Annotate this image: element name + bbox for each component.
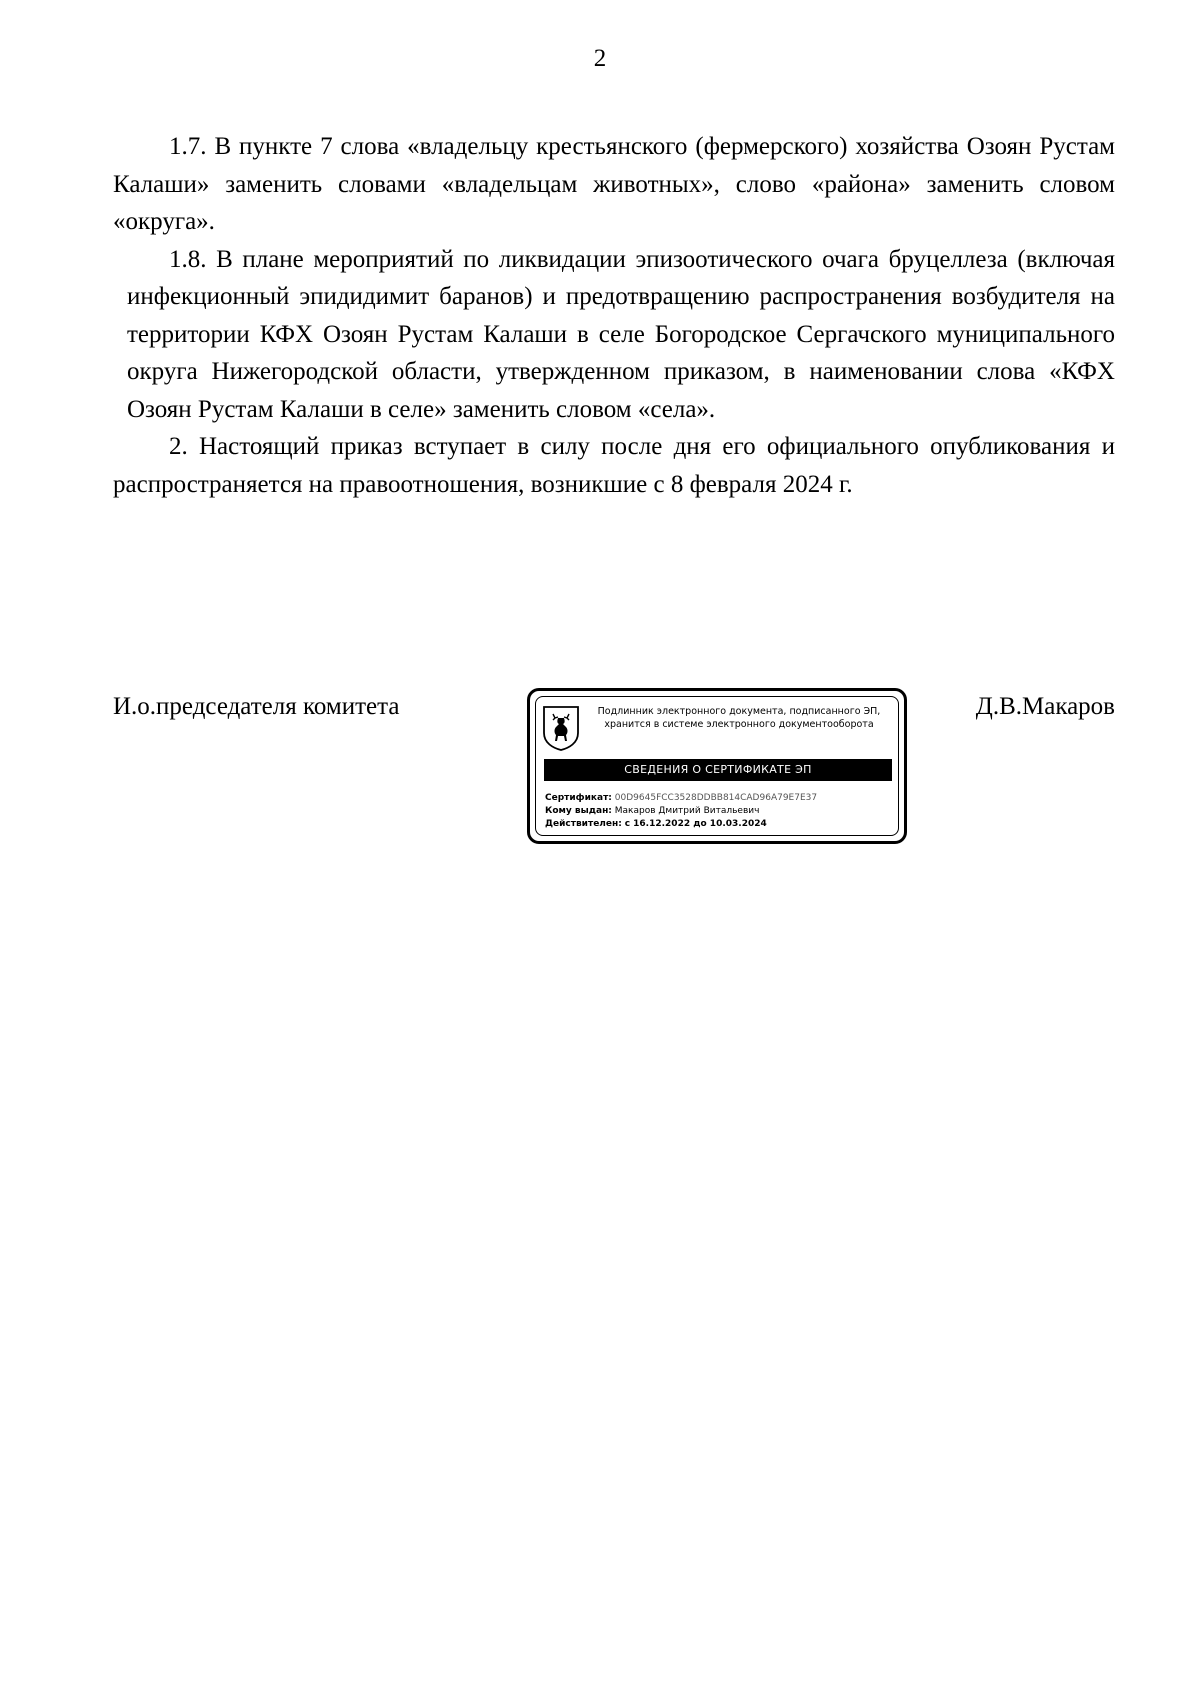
stamp-header-line-2: хранится в системе электронного документооборота (604, 719, 874, 730)
signatory-position: И.о.председателя комитета (113, 693, 400, 720)
page-number: 2 (593, 45, 607, 72)
certificate-label: Сертификат: (545, 793, 612, 803)
issued-to-value: Макаров Дмитрий Витальевич (614, 806, 760, 816)
stamp-header (584, 705, 894, 731)
paragraph-1-8: 1.8. В плане мероприятий по ликвидации эпизоотического очага бруцеллеза (включая инфекционный эпидидимит баранов) и предотвращению распространения возбудителя на территории КФХ Озоян Рустам Калаши в селе Богородское Сергачского муниципального округа Нижегородской области, утвержденном приказом, в наименовании слова «КФХ Озоян Рустам Калаши в селе» заменить словом «села». (127, 245, 1115, 423)
nizhny-novgorod-deer-emblem-icon (542, 705, 580, 751)
electronic-signature-stamp (527, 688, 907, 844)
stamp-header-line-1: Подлинник электронного документа, подписанного ЭП, (597, 706, 881, 717)
document-body (113, 128, 1115, 503)
issued-to-label: Кому выдан: (545, 806, 612, 816)
validity-label: Действителен: (545, 819, 622, 829)
signature-block (113, 688, 1115, 858)
paragraph-1-7: 1.7. В пункте 7 слова «владельцу крестьянского (фермерского) хозяйства Озоян Рустам Калаши» заменить словами «владельцам животных», слово «района» заменить словом «округа». (113, 133, 1115, 235)
signatory-name: Д.В.Макаров (975, 693, 1115, 720)
issued-to-row (545, 805, 894, 818)
certificate-row (545, 792, 894, 805)
validity-row (545, 818, 894, 831)
certificate-value: 00D9645FCC3528DDBB814CAD96A79E7E37 (614, 793, 818, 803)
validity-value: с 16.12.2022 до 10.03.2024 (624, 819, 767, 829)
certificate-info-title: СВЕДЕНИЯ О СЕРТИФИКАТЕ ЭП (544, 759, 892, 781)
certificate-details (545, 792, 894, 831)
paragraph-2: 2. Настоящий приказ вступает в силу после дня его официального опубликования и распространяется на правоотношения, возникшие с 8 февраля 2024 г. (113, 433, 1115, 498)
